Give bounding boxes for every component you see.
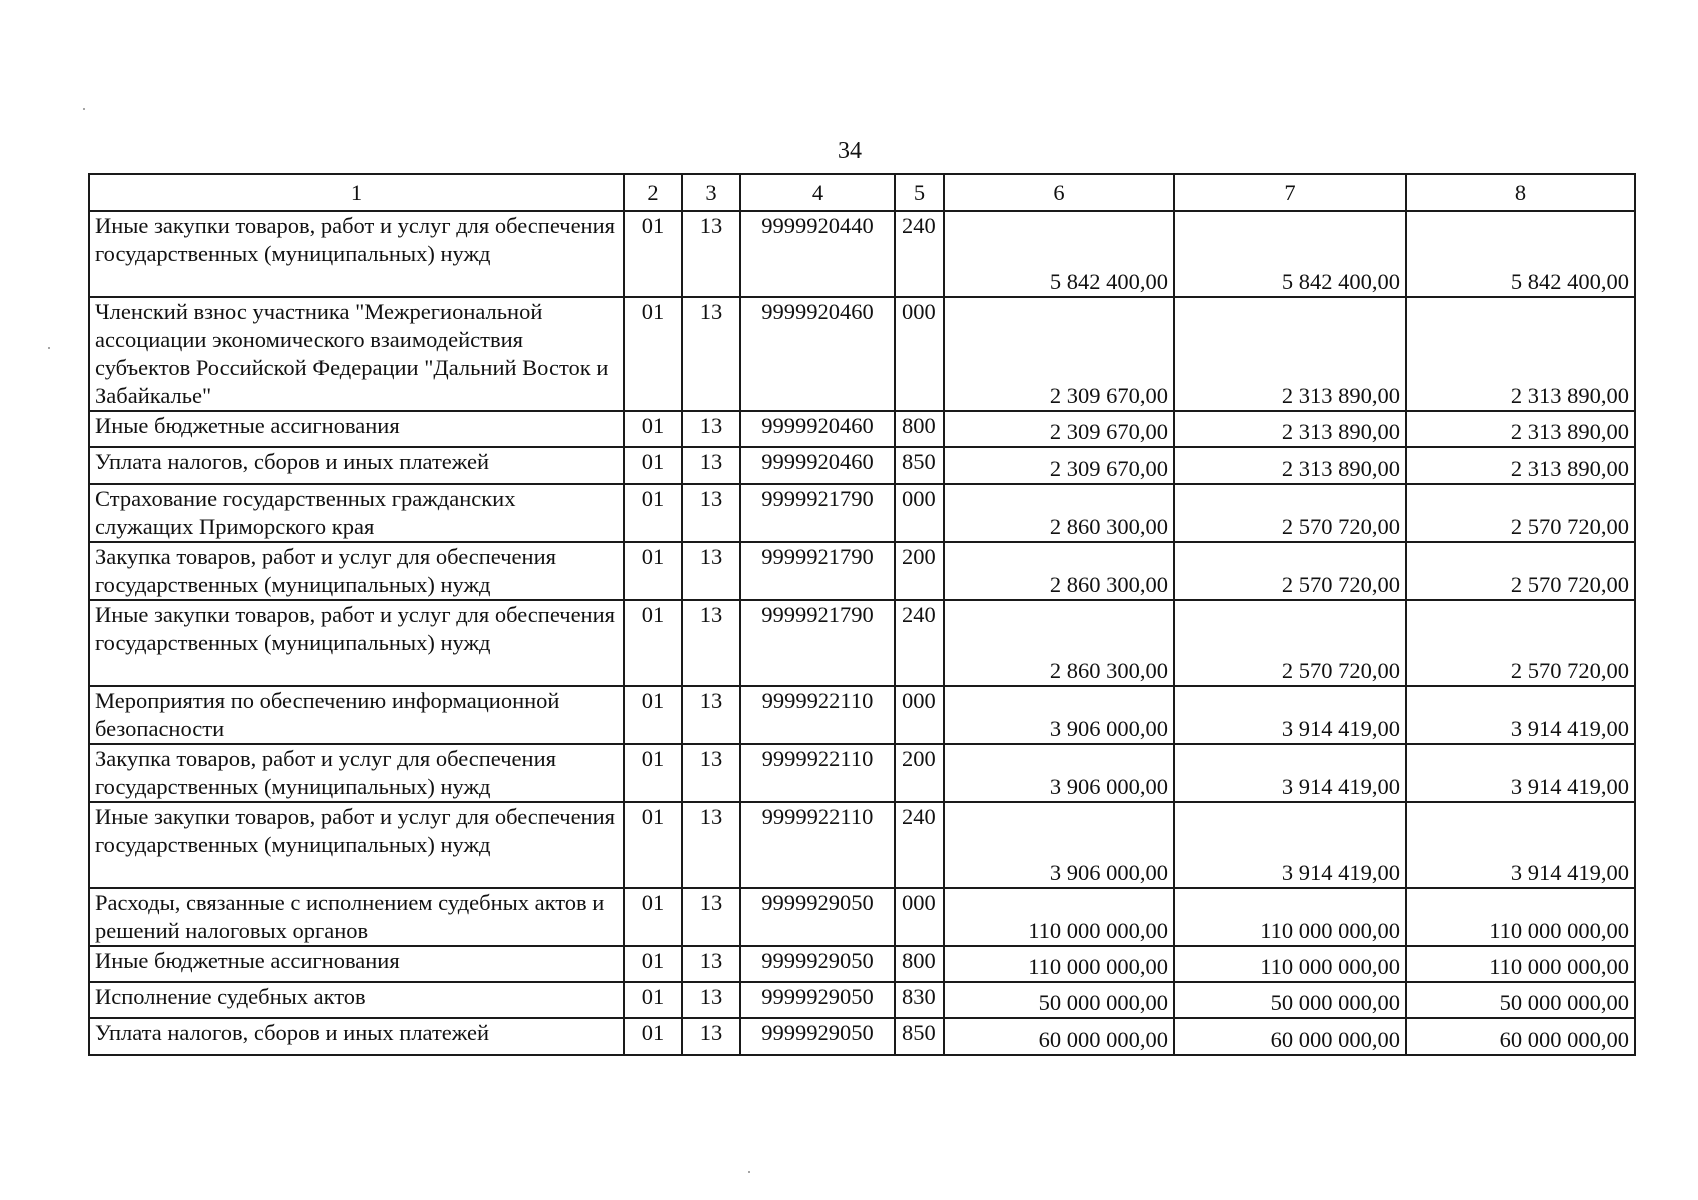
column-header: 7: [1174, 174, 1406, 211]
subsection-code: 13: [682, 744, 740, 802]
target-article-code: 9999921790: [740, 600, 895, 686]
section-code: 01: [624, 802, 682, 888]
amount-col-7: 2 570 720,00: [1174, 484, 1406, 542]
table-row: [89, 686, 1635, 744]
expense-type-code: 000: [895, 888, 944, 946]
scan-speck: [48, 347, 50, 349]
amount-col-6: 110 000 000,00: [944, 888, 1174, 946]
expense-name: Расходы, связанные с исполнением судебных актов и решений налоговых органов: [89, 888, 624, 946]
section-code: 01: [624, 946, 682, 982]
expense-name: Закупка товаров, работ и услуг для обеспечения государственных (муниципальных) нужд: [89, 744, 624, 802]
target-article-code: 9999920440: [740, 211, 895, 297]
amount-col-6: 2 309 670,00: [944, 411, 1174, 447]
amount-col-8: 2 570 720,00: [1406, 600, 1635, 686]
page-number: 34: [838, 138, 862, 164]
amount-col-7: 5 842 400,00: [1174, 211, 1406, 297]
expense-name: Мероприятия по обеспечению информационной безопасности: [89, 686, 624, 744]
target-article-code: 9999921790: [740, 542, 895, 600]
subsection-code: 13: [682, 686, 740, 744]
target-article-code: 9999922110: [740, 744, 895, 802]
amount-col-6: 3 906 000,00: [944, 744, 1174, 802]
table-row: [89, 888, 1635, 946]
expense-type-code: 800: [895, 411, 944, 447]
amount-col-8: 60 000 000,00: [1406, 1018, 1635, 1055]
expense-name: Уплата налогов, сборов и иных платежей: [89, 447, 624, 484]
amount-col-8: 3 914 419,00: [1406, 744, 1635, 802]
expense-type-code: 850: [895, 1018, 944, 1055]
table-row: [89, 802, 1635, 888]
target-article-code: 9999929050: [740, 888, 895, 946]
target-article-code: 9999929050: [740, 982, 895, 1018]
expense-name: Исполнение судебных актов: [89, 982, 624, 1018]
column-header: 3: [682, 174, 740, 211]
section-code: 01: [624, 447, 682, 484]
amount-col-6: 3 906 000,00: [944, 802, 1174, 888]
subsection-code: 13: [682, 211, 740, 297]
subsection-code: 13: [682, 982, 740, 1018]
expense-type-code: 000: [895, 484, 944, 542]
subsection-code: 13: [682, 484, 740, 542]
section-code: 01: [624, 982, 682, 1018]
section-code: 01: [624, 211, 682, 297]
target-article-code: 9999922110: [740, 686, 895, 744]
budget-table: [88, 173, 1636, 1056]
target-article-code: 9999920460: [740, 447, 895, 484]
expense-type-code: 800: [895, 946, 944, 982]
amount-col-7: 2 570 720,00: [1174, 600, 1406, 686]
section-code: 01: [624, 888, 682, 946]
amount-col-8: 5 842 400,00: [1406, 211, 1635, 297]
amount-col-6: 50 000 000,00: [944, 982, 1174, 1018]
expense-type-code: 200: [895, 744, 944, 802]
target-article-code: 9999920460: [740, 297, 895, 411]
subsection-code: 13: [682, 888, 740, 946]
amount-col-7: 110 000 000,00: [1174, 888, 1406, 946]
expense-name: Членский взнос участника "Межрегиональной ассоциации экономического взаимодействия субъектов Российской Федерации "Дальний Восток и Забайкалье": [89, 297, 624, 411]
amount-col-8: 2 313 890,00: [1406, 411, 1635, 447]
table-row: [89, 982, 1635, 1018]
amount-col-8: 3 914 419,00: [1406, 686, 1635, 744]
scan-speck: [83, 108, 85, 110]
amount-col-8: 2 570 720,00: [1406, 542, 1635, 600]
expense-name: Иные закупки товаров, работ и услуг для обеспечения государственных (муниципальных) нужд: [89, 211, 624, 297]
amount-col-6: 2 860 300,00: [944, 542, 1174, 600]
amount-col-7: 60 000 000,00: [1174, 1018, 1406, 1055]
expense-name: Закупка товаров, работ и услуг для обеспечения государственных (муниципальных) нужд: [89, 542, 624, 600]
subsection-code: 13: [682, 447, 740, 484]
subsection-code: 13: [682, 946, 740, 982]
amount-col-6: 2 860 300,00: [944, 600, 1174, 686]
amount-col-7: 2 313 890,00: [1174, 447, 1406, 484]
amount-col-7: 2 313 890,00: [1174, 297, 1406, 411]
amount-col-6: 2 860 300,00: [944, 484, 1174, 542]
section-code: 01: [624, 411, 682, 447]
amount-col-7: 3 914 419,00: [1174, 744, 1406, 802]
amount-col-6: 2 309 670,00: [944, 447, 1174, 484]
table-row: [89, 211, 1635, 297]
subsection-code: 13: [682, 542, 740, 600]
amount-col-6: 60 000 000,00: [944, 1018, 1174, 1055]
section-code: 01: [624, 484, 682, 542]
table-row: [89, 1018, 1635, 1055]
subsection-code: 13: [682, 411, 740, 447]
table-row: [89, 946, 1635, 982]
expense-name: Уплата налогов, сборов и иных платежей: [89, 1018, 624, 1055]
column-header: 8: [1406, 174, 1635, 211]
amount-col-7: 3 914 419,00: [1174, 686, 1406, 744]
expense-type-code: 850: [895, 447, 944, 484]
amount-col-6: 110 000 000,00: [944, 946, 1174, 982]
section-code: 01: [624, 1018, 682, 1055]
expense-type-code: 240: [895, 211, 944, 297]
table-row: [89, 744, 1635, 802]
amount-col-7: 50 000 000,00: [1174, 982, 1406, 1018]
amount-col-6: 5 842 400,00: [944, 211, 1174, 297]
target-article-code: 9999929050: [740, 946, 895, 982]
subsection-code: 13: [682, 600, 740, 686]
expense-name: Иные бюджетные ассигнования: [89, 411, 624, 447]
amount-col-8: 2 570 720,00: [1406, 484, 1635, 542]
subsection-code: 13: [682, 297, 740, 411]
amount-col-8: 2 313 890,00: [1406, 447, 1635, 484]
amount-col-8: 50 000 000,00: [1406, 982, 1635, 1018]
column-header: 2: [624, 174, 682, 211]
column-header: 6: [944, 174, 1174, 211]
amount-col-7: 110 000 000,00: [1174, 946, 1406, 982]
table-row: [89, 447, 1635, 484]
amount-col-6: 2 309 670,00: [944, 297, 1174, 411]
expense-type-code: 000: [895, 686, 944, 744]
column-header: 4: [740, 174, 895, 211]
expense-type-code: 000: [895, 297, 944, 411]
header-row: [89, 174, 1635, 211]
amount-col-7: 3 914 419,00: [1174, 802, 1406, 888]
column-header: 1: [89, 174, 624, 211]
table-row: [89, 484, 1635, 542]
amount-col-8: 2 313 890,00: [1406, 297, 1635, 411]
subsection-code: 13: [682, 802, 740, 888]
amount-col-8: 110 000 000,00: [1406, 946, 1635, 982]
amount-col-8: 3 914 419,00: [1406, 802, 1635, 888]
section-code: 01: [624, 542, 682, 600]
expense-name: Страхование государственных гражданских служащих Приморского края: [89, 484, 624, 542]
amount-col-7: 2 313 890,00: [1174, 411, 1406, 447]
table-row: [89, 411, 1635, 447]
target-article-code: 9999922110: [740, 802, 895, 888]
amount-col-6: 3 906 000,00: [944, 686, 1174, 744]
scan-speck: [748, 1171, 750, 1173]
expense-type-code: 830: [895, 982, 944, 1018]
expense-name: Иные бюджетные ассигнования: [89, 946, 624, 982]
table-row: [89, 600, 1635, 686]
expense-type-code: 240: [895, 802, 944, 888]
section-code: 01: [624, 686, 682, 744]
target-article-code: 9999921790: [740, 484, 895, 542]
expense-type-code: 240: [895, 600, 944, 686]
target-article-code: 9999929050: [740, 1018, 895, 1055]
expense-type-code: 200: [895, 542, 944, 600]
section-code: 01: [624, 600, 682, 686]
column-header: 5: [895, 174, 944, 211]
amount-col-7: 2 570 720,00: [1174, 542, 1406, 600]
table-row: [89, 542, 1635, 600]
expense-name: Иные закупки товаров, работ и услуг для обеспечения государственных (муниципальных) нужд: [89, 600, 624, 686]
section-code: 01: [624, 297, 682, 411]
amount-col-8: 110 000 000,00: [1406, 888, 1635, 946]
expense-name: Иные закупки товаров, работ и услуг для обеспечения государственных (муниципальных) нужд: [89, 802, 624, 888]
target-article-code: 9999920460: [740, 411, 895, 447]
section-code: 01: [624, 744, 682, 802]
subsection-code: 13: [682, 1018, 740, 1055]
table-row: [89, 297, 1635, 411]
